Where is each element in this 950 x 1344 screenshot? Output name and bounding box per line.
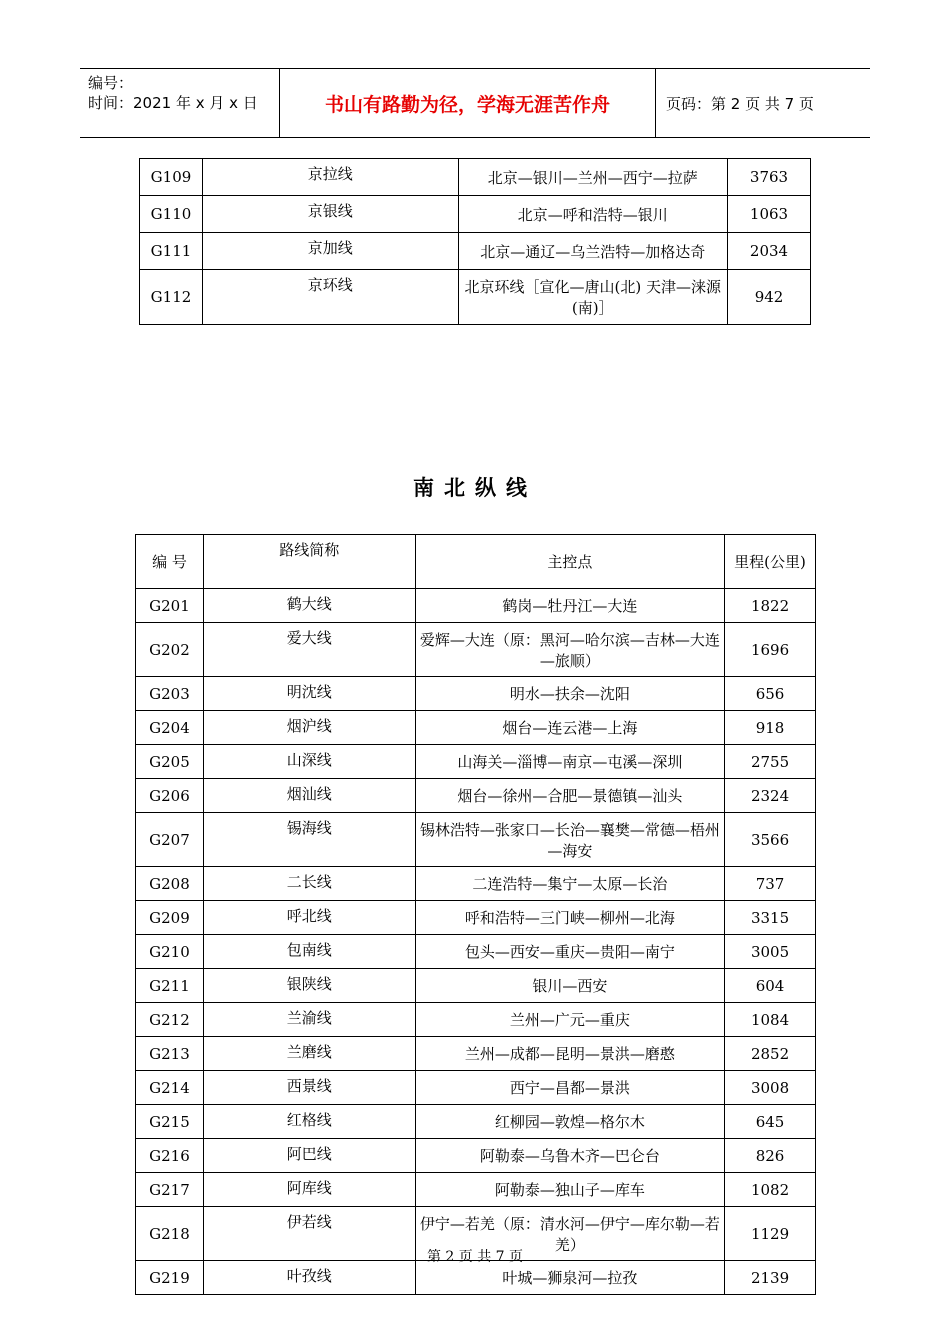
road-code: G205 (136, 745, 204, 779)
road-code: G217 (136, 1173, 204, 1207)
road-name: 西景线 (203, 1071, 415, 1105)
road-name: 京拉线 (202, 159, 458, 196)
road-length: 3566 (725, 813, 816, 867)
date-label: 时间：2021 年 x 月 x 日 (88, 94, 258, 112)
road-length: 656 (725, 677, 816, 711)
road-code: G216 (136, 1139, 204, 1173)
road-code: G112 (140, 270, 203, 325)
road-name: 兰渝线 (203, 1003, 415, 1037)
road-route: 叶城—狮泉河—拉孜 (415, 1261, 724, 1295)
header-meta (80, 69, 280, 137)
table-row (136, 935, 816, 969)
road-code: G214 (136, 1071, 204, 1105)
road-length: 2139 (725, 1261, 816, 1295)
road-route: 烟台—徐州—合肥—景德镇—汕头 (415, 779, 724, 813)
table-header-row (136, 535, 816, 589)
road-route: 明水—扶余—沈阳 (415, 677, 724, 711)
page-footer: 第 2 页 共 7 页 (426, 1249, 524, 1265)
table-row (136, 867, 816, 901)
road-code: G111 (140, 233, 203, 270)
road-route: 兰州—广元—重庆 (415, 1003, 724, 1037)
table-row (136, 711, 816, 745)
road-route: 红柳园—敦煌—格尔木 (415, 1105, 724, 1139)
road-name: 明沈线 (203, 677, 415, 711)
road-name: 爱大线 (203, 623, 415, 677)
road-route: 西宁—昌都—景洪 (415, 1071, 724, 1105)
road-code: G110 (140, 196, 203, 233)
table-row (136, 813, 816, 867)
road-route: 阿勒泰—乌鲁木齐—巴仑台 (415, 1139, 724, 1173)
road-name: 叶孜线 (203, 1261, 415, 1295)
road-length: 3005 (725, 935, 816, 969)
road-name: 伊若线 (203, 1207, 415, 1261)
road-name: 呼北线 (203, 901, 415, 935)
table-row (136, 589, 816, 623)
table-row (140, 196, 811, 233)
road-route: 鹤岗—牡丹江—大连 (415, 589, 724, 623)
road-length: 645 (725, 1105, 816, 1139)
road-code: G201 (136, 589, 204, 623)
road-name: 烟汕线 (203, 779, 415, 813)
road-name: 阿库线 (203, 1173, 415, 1207)
table-row (136, 1139, 816, 1173)
table-row (140, 159, 811, 196)
road-code: G219 (136, 1261, 204, 1295)
road-name: 阿巴线 (203, 1139, 415, 1173)
road-length: 3008 (725, 1071, 816, 1105)
road-route: 锡林浩特—张家口—长治—襄樊—常德—梧州—海安 (415, 813, 724, 867)
table-row (136, 969, 816, 1003)
road-length: 1063 (728, 196, 811, 233)
header-km: 里程(公里) (725, 535, 816, 589)
road-name: 山深线 (203, 745, 415, 779)
road-length: 3315 (725, 901, 816, 935)
road-name: 烟沪线 (203, 711, 415, 745)
road-code: G207 (136, 813, 204, 867)
road-name: 京环线 (202, 270, 458, 325)
road-name: 银陕线 (203, 969, 415, 1003)
table-row (140, 270, 811, 325)
table-row (136, 677, 816, 711)
road-name: 京银线 (202, 196, 458, 233)
road-length: 826 (725, 1139, 816, 1173)
table-row (136, 1003, 816, 1037)
road-route: 北京—银川—兰州—西宁—拉萨 (458, 159, 728, 196)
section-title: 南北纵线 (413, 476, 537, 500)
road-route: 北京—呼和浩特—银川 (458, 196, 728, 233)
road-route: 阿勒泰—独山子—库车 (415, 1173, 724, 1207)
road-code: G208 (136, 867, 204, 901)
table-row (136, 901, 816, 935)
road-length: 918 (725, 711, 816, 745)
road-route: 兰州—成都—昆明—景洪—磨憨 (415, 1037, 724, 1071)
road-length: 2755 (725, 745, 816, 779)
road-length: 737 (725, 867, 816, 901)
road-route: 银川—西安 (415, 969, 724, 1003)
header-route: 主控点 (415, 535, 724, 589)
road-name: 鹤大线 (203, 589, 415, 623)
road-name: 红格线 (203, 1105, 415, 1139)
road-route: 爱辉—大连（原：黑河—哈尔滨—吉林—大连—旅顺） (415, 623, 724, 677)
road-name: 兰磨线 (203, 1037, 415, 1071)
road-length: 1084 (725, 1003, 816, 1037)
road-route: 烟台—连云港—上海 (415, 711, 724, 745)
road-code: G211 (136, 969, 204, 1003)
road-route: 包头—西安—重庆—贵阳—南宁 (415, 935, 724, 969)
page-header (80, 68, 870, 138)
road-name: 京加线 (202, 233, 458, 270)
road-length: 3763 (728, 159, 811, 196)
national-roads-table-top (139, 158, 811, 325)
road-code: G212 (136, 1003, 204, 1037)
road-length: 604 (725, 969, 816, 1003)
road-route: 呼和浩特—三门峡—柳州—北海 (415, 901, 724, 935)
road-code: G204 (136, 711, 204, 745)
road-length: 1129 (725, 1207, 816, 1261)
page-label: 页码：第 2 页 共 7 页 (666, 94, 814, 113)
road-length: 1696 (725, 623, 816, 677)
road-code: G215 (136, 1105, 204, 1139)
road-length: 2324 (725, 779, 816, 813)
table-row (136, 1105, 816, 1139)
road-code: G202 (136, 623, 204, 677)
table-row (136, 1071, 816, 1105)
road-code: G203 (136, 677, 204, 711)
table-row (136, 779, 816, 813)
road-code: G109 (140, 159, 203, 196)
road-code: G213 (136, 1037, 204, 1071)
road-name: 二长线 (203, 867, 415, 901)
number-label: 编号： (88, 74, 134, 92)
north-south-roads-table (135, 534, 816, 1295)
road-route: 二连浩特—集宁—太原—长治 (415, 867, 724, 901)
road-length: 2852 (725, 1037, 816, 1071)
table-row (136, 623, 816, 677)
table-row (140, 233, 811, 270)
road-code: G206 (136, 779, 204, 813)
road-length: 1082 (725, 1173, 816, 1207)
road-name: 锡海线 (203, 813, 415, 867)
road-code: G218 (136, 1207, 204, 1261)
road-route: 伊宁—若羌（原：清水河—伊宁—库尔勒—若羌） (415, 1207, 724, 1261)
table-row (136, 745, 816, 779)
road-length: 2034 (728, 233, 811, 270)
road-route: 北京—通辽—乌兰浩特—加格达奇 (458, 233, 728, 270)
table-row (136, 1173, 816, 1207)
road-name: 包南线 (203, 935, 415, 969)
road-route: 山海关—淄博—南京—屯溪—深圳 (415, 745, 724, 779)
road-code: G210 (136, 935, 204, 969)
header-name: 路线简称 (203, 535, 415, 589)
road-length: 942 (728, 270, 811, 325)
road-length: 1822 (725, 589, 816, 623)
table-row (136, 1037, 816, 1071)
header-code: 编 号 (136, 535, 204, 589)
motto: 书山有路勤为径，学海无涯苦作舟 (280, 69, 656, 137)
road-route: 北京环线［宣化—唐山(北) 天津—涞源(南)］ (458, 270, 728, 325)
road-code: G209 (136, 901, 204, 935)
